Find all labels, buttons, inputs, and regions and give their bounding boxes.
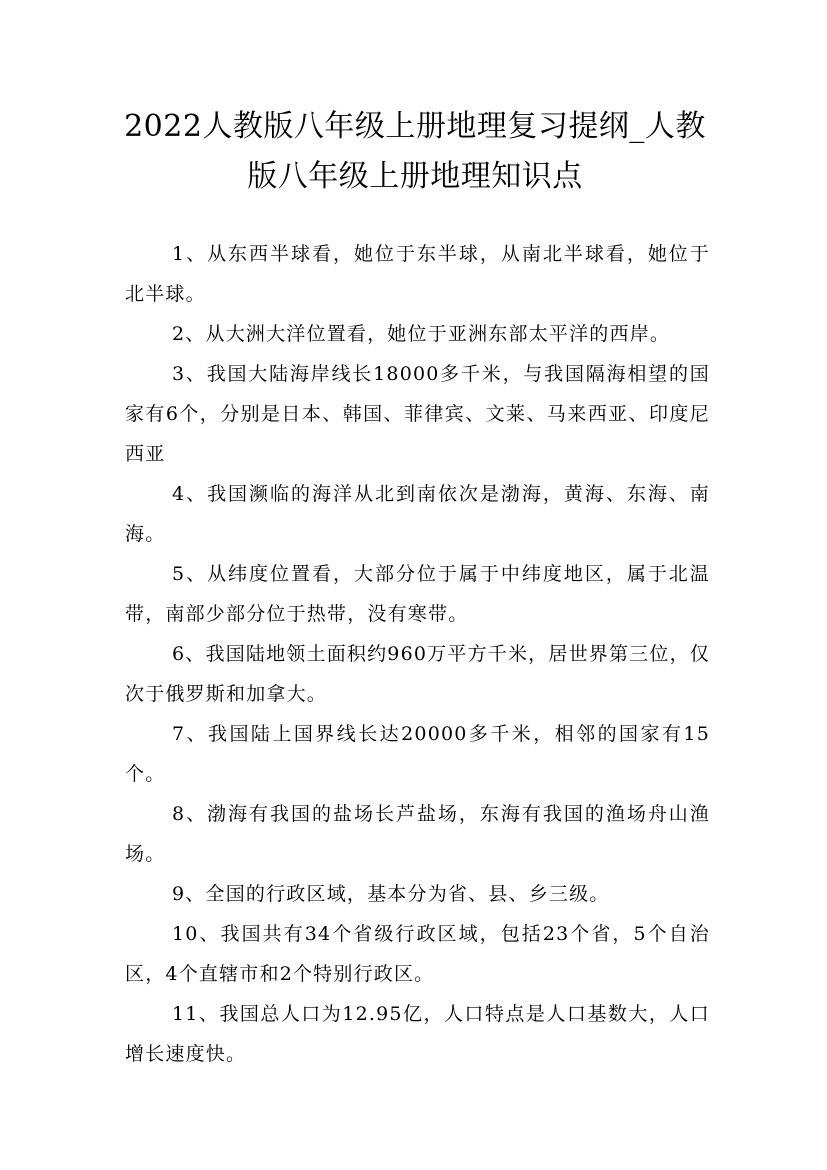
paragraph-2: 2、从大洲大洋位置看，她位于亚洲东部太平洋的西岸。 [172,323,671,345]
paragraph-9: 9、全国的行政区域，基本分为省、县、乡三级。 [172,883,610,905]
paragraph-7: 7、我国陆上国界线长达20000多千米，相邻的国家有15个。 [125,723,710,785]
document-body [125,234,710,1074]
paragraph-4: 4、我国濒临的海洋从北到南依次是渤海，黄海、东海、南海。 [125,483,710,545]
paragraph-5: 5、从纬度位置看，大部分位于属于中纬度地区，属于北温带，南部少部分位于热带，没有寒带。 [125,563,710,625]
title-line-2: 版八年级上册地理知识点 [247,159,583,194]
paragraph-11: 11、我国总人口为12.95亿，人口特点是人口基数大，人口增长速度快。 [125,1003,710,1065]
document-title [110,102,720,202]
title-line-1: 2022人教版八年级上册地理复习提纲_人教 [124,109,706,144]
paragraph-10: 10、我国共有34个省级行政区域，包括23个省，5个自治区，4个直辖市和2个特别行政区。 [125,923,710,985]
paragraph-6: 6、我国陆地领土面积约960万平方千米，居世界第三位，仅次于俄罗斯和加拿大。 [125,643,710,705]
paragraph-8: 8、渤海有我国的盐场长芦盐场，东海有我国的渔场舟山渔场。 [125,803,710,865]
paragraph-1: 1、从东西半球看，她位于东半球，从南北半球看，她位于北半球。 [125,243,710,305]
paragraph-3: 3、我国大陆海岸线长18000多千米，与我国隔海相望的国家有6个，分别是日本、韩国、菲律宾、文莱、马来西亚、印度尼西亚 [125,363,710,465]
